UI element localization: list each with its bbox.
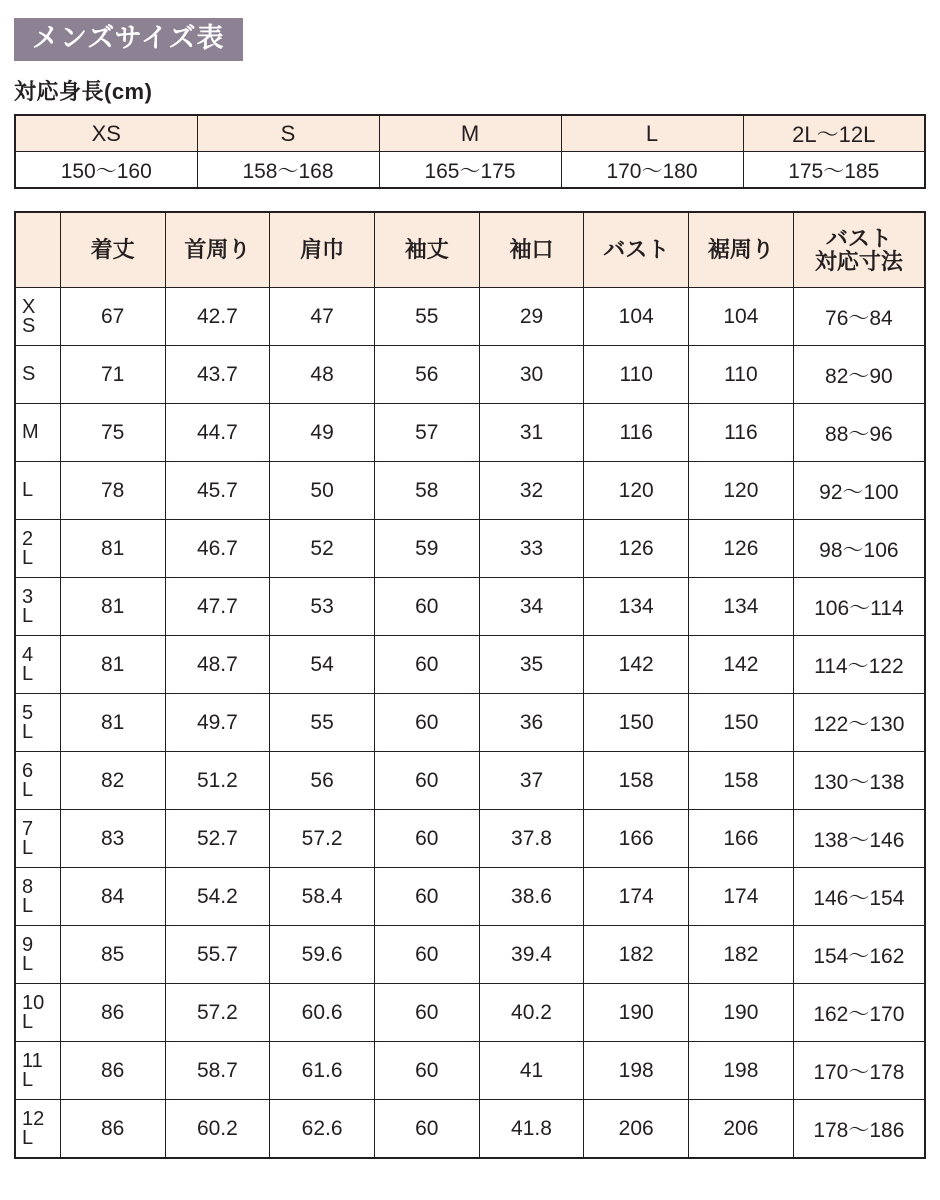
- table-cell: 178〜186: [793, 1100, 925, 1159]
- row-size-label: [15, 288, 60, 346]
- table-cell: 206: [689, 1100, 794, 1159]
- height-range-cell: 175〜185: [743, 152, 925, 189]
- table-cell: 37.8: [479, 810, 584, 868]
- table-cell: 58: [374, 462, 479, 520]
- table-row: [15, 346, 925, 404]
- table-cell: 81: [60, 694, 165, 752]
- row-size-label-top: M: [22, 421, 39, 443]
- table-cell: 154〜162: [793, 926, 925, 984]
- table-cell: 110: [584, 346, 689, 404]
- column-header-kubimawari: 首周り: [165, 212, 270, 288]
- table-cell: 50: [270, 462, 375, 520]
- row-size-label-top: 10: [22, 991, 45, 1014]
- table-cell: 60.2: [165, 1100, 270, 1159]
- table-row: [15, 810, 925, 868]
- table-cell: 114〜122: [793, 636, 925, 694]
- table-cell: 174: [689, 868, 794, 926]
- table-cell: 60: [374, 984, 479, 1042]
- table-cell: 60: [374, 868, 479, 926]
- table-cell: 57.2: [165, 984, 270, 1042]
- height-size-cell: M: [379, 115, 561, 152]
- table-row: [15, 462, 925, 520]
- row-size-label-bottom: L: [22, 1010, 34, 1033]
- table-cell: 48: [270, 346, 375, 404]
- table-cell: 130〜138: [793, 752, 925, 810]
- table-row: [15, 578, 925, 636]
- table-cell: 32: [479, 462, 584, 520]
- row-size-label-bottom: L: [22, 1068, 34, 1091]
- table-row: [15, 288, 925, 346]
- table-cell: 190: [689, 984, 794, 1042]
- table-cell: 158: [584, 752, 689, 810]
- measurement-table-body: [15, 288, 925, 1159]
- table-cell: 150: [584, 694, 689, 752]
- row-size-label: [15, 1042, 60, 1100]
- table-cell: 61.6: [270, 1042, 375, 1100]
- table-cell: 41.8: [479, 1100, 584, 1159]
- table-cell: 57.2: [270, 810, 375, 868]
- row-size-label-top: 6: [22, 759, 34, 782]
- row-size-label: [15, 752, 60, 810]
- height-size-cell: L: [561, 115, 743, 152]
- table-cell: 60: [374, 1100, 479, 1159]
- table-cell: 54.2: [165, 868, 270, 926]
- table-cell: 37: [479, 752, 584, 810]
- table-cell: 190: [584, 984, 689, 1042]
- table-cell: 55: [270, 694, 375, 752]
- table-cell: 60: [374, 694, 479, 752]
- table-cell: 60: [374, 1042, 479, 1100]
- row-size-label: [15, 578, 60, 636]
- table-cell: 60.6: [270, 984, 375, 1042]
- row-size-label: [15, 984, 60, 1042]
- table-cell: 86: [60, 1042, 165, 1100]
- table-cell: 138〜146: [793, 810, 925, 868]
- table-cell: 122〜130: [793, 694, 925, 752]
- column-header-bust-taio-line1: バスト: [825, 225, 892, 251]
- table-cell: 41: [479, 1042, 584, 1100]
- table-cell: 206: [584, 1100, 689, 1159]
- row-size-label-top: L: [22, 479, 34, 501]
- table-cell: 57: [374, 404, 479, 462]
- column-header-sodetake: 袖丈: [374, 212, 479, 288]
- table-cell: 126: [584, 520, 689, 578]
- table-cell: 60: [374, 810, 479, 868]
- column-header-susomawari: 裾周り: [689, 212, 794, 288]
- row-size-label: [15, 810, 60, 868]
- table-cell: 126: [689, 520, 794, 578]
- table-cell: 106〜114: [793, 578, 925, 636]
- height-range-cell: 150〜160: [15, 152, 197, 189]
- table-row: [15, 984, 925, 1042]
- table-cell: 76〜84: [793, 288, 925, 346]
- table-cell: 82〜90: [793, 346, 925, 404]
- row-size-label-bottom: L: [22, 836, 34, 859]
- table-cell: 82: [60, 752, 165, 810]
- height-table-value-row: [15, 152, 925, 189]
- table-cell: 58.7: [165, 1042, 270, 1100]
- row-size-label-top: S: [22, 363, 36, 385]
- table-row: [15, 752, 925, 810]
- row-size-label: [15, 404, 60, 462]
- table-cell: 81: [60, 578, 165, 636]
- column-header-bust-taio: [793, 212, 925, 288]
- height-table-header-row: [15, 115, 925, 152]
- height-table: [14, 114, 926, 189]
- row-size-label-top: 5: [22, 701, 34, 724]
- table-cell: 84: [60, 868, 165, 926]
- table-cell: 60: [374, 578, 479, 636]
- table-cell: 142: [689, 636, 794, 694]
- row-size-label: [15, 520, 60, 578]
- table-row: [15, 520, 925, 578]
- table-cell: 98〜106: [793, 520, 925, 578]
- table-cell: 198: [689, 1042, 794, 1100]
- column-header-kitake: 着丈: [60, 212, 165, 288]
- table-cell: 60: [374, 752, 479, 810]
- row-size-label-top: 8: [22, 875, 34, 898]
- row-size-label: [15, 636, 60, 694]
- height-section-label: 対応身長(cm): [14, 79, 153, 104]
- table-cell: 45.7: [165, 462, 270, 520]
- table-cell: 29: [479, 288, 584, 346]
- table-row: [15, 404, 925, 462]
- height-size-cell: S: [197, 115, 379, 152]
- table-cell: 78: [60, 462, 165, 520]
- table-cell: 55.7: [165, 926, 270, 984]
- table-cell: 146〜154: [793, 868, 925, 926]
- table-cell: 75: [60, 404, 165, 462]
- height-size-cell: 2L〜12L: [743, 115, 925, 152]
- table-cell: 39.4: [479, 926, 584, 984]
- table-cell: 51.2: [165, 752, 270, 810]
- row-size-label-bottom: L: [22, 720, 34, 743]
- table-cell: 53: [270, 578, 375, 636]
- column-header-bust: バスト: [584, 212, 689, 288]
- table-cell: 30: [479, 346, 584, 404]
- row-size-label-bottom: L: [22, 662, 34, 685]
- table-cell: 59.6: [270, 926, 375, 984]
- table-cell: 182: [689, 926, 794, 984]
- table-cell: 120: [689, 462, 794, 520]
- table-cell: 158: [689, 752, 794, 810]
- table-cell: 116: [584, 404, 689, 462]
- table-cell: 42.7: [165, 288, 270, 346]
- table-cell: 33: [479, 520, 584, 578]
- table-cell: 52: [270, 520, 375, 578]
- table-cell: 83: [60, 810, 165, 868]
- row-size-label: [15, 926, 60, 984]
- row-size-label: [15, 694, 60, 752]
- table-cell: 86: [60, 1100, 165, 1159]
- row-size-label: [15, 346, 60, 404]
- table-row: [15, 868, 925, 926]
- column-header-bust-taio-line2: 対応寸法: [814, 249, 903, 274]
- table-cell: 56: [270, 752, 375, 810]
- table-cell: 62.6: [270, 1100, 375, 1159]
- row-size-label-top: 7: [22, 817, 34, 840]
- row-size-label-top: 12: [22, 1107, 45, 1130]
- table-cell: 104: [584, 288, 689, 346]
- table-cell: 34: [479, 578, 584, 636]
- table-cell: 52.7: [165, 810, 270, 868]
- row-size-label-bottom: L: [22, 894, 34, 917]
- row-size-label: [15, 1100, 60, 1159]
- row-size-label-top: X: [22, 295, 36, 318]
- height-range-cell: 165〜175: [379, 152, 561, 189]
- table-cell: 71: [60, 346, 165, 404]
- row-size-label-bottom: S: [22, 314, 36, 337]
- measurement-header-row: [15, 212, 925, 288]
- row-size-label-top: 4: [22, 643, 34, 666]
- row-size-label-bottom: L: [22, 778, 34, 801]
- table-cell: 81: [60, 636, 165, 694]
- table-cell: 182: [584, 926, 689, 984]
- table-cell: 55: [374, 288, 479, 346]
- table-cell: 166: [584, 810, 689, 868]
- table-cell: 134: [689, 578, 794, 636]
- table-cell: 35: [479, 636, 584, 694]
- column-header-sodeguchi: 袖口: [479, 212, 584, 288]
- table-cell: 44.7: [165, 404, 270, 462]
- row-size-label-bottom: L: [22, 604, 34, 627]
- row-size-label-top: 3: [22, 585, 34, 608]
- table-cell: 116: [689, 404, 794, 462]
- row-size-label-top: 9: [22, 933, 34, 956]
- row-size-label-bottom: L: [22, 952, 34, 975]
- table-corner-cell: [15, 212, 60, 288]
- table-row: [15, 694, 925, 752]
- table-cell: 46.7: [165, 520, 270, 578]
- table-cell: 56: [374, 346, 479, 404]
- table-cell: 60: [374, 926, 479, 984]
- table-cell: 104: [689, 288, 794, 346]
- height-range-cell: 158〜168: [197, 152, 379, 189]
- row-size-label: [15, 462, 60, 520]
- table-cell: 49: [270, 404, 375, 462]
- height-range-cell: 170〜180: [561, 152, 743, 189]
- table-cell: 43.7: [165, 346, 270, 404]
- table-cell: 54: [270, 636, 375, 694]
- table-cell: 85: [60, 926, 165, 984]
- table-cell: 166: [689, 810, 794, 868]
- table-cell: 134: [584, 578, 689, 636]
- table-cell: 150: [689, 694, 794, 752]
- table-cell: 120: [584, 462, 689, 520]
- table-cell: 49.7: [165, 694, 270, 752]
- table-cell: 48.7: [165, 636, 270, 694]
- table-cell: 36: [479, 694, 584, 752]
- row-size-label-top: 2: [22, 527, 34, 550]
- table-cell: 60: [374, 636, 479, 694]
- table-cell: 198: [584, 1042, 689, 1100]
- table-cell: 170〜178: [793, 1042, 925, 1100]
- table-cell: 92〜100: [793, 462, 925, 520]
- column-header-katahaba: 肩巾: [270, 212, 375, 288]
- table-row: [15, 636, 925, 694]
- table-cell: 31: [479, 404, 584, 462]
- table-cell: 59: [374, 520, 479, 578]
- height-size-cell: XS: [15, 115, 197, 152]
- table-cell: 38.6: [479, 868, 584, 926]
- table-cell: 174: [584, 868, 689, 926]
- table-cell: 47.7: [165, 578, 270, 636]
- table-cell: 162〜170: [793, 984, 925, 1042]
- table-cell: 142: [584, 636, 689, 694]
- row-size-label-bottom: L: [22, 1126, 34, 1149]
- table-row: [15, 1042, 925, 1100]
- table-row: [15, 926, 925, 984]
- table-cell: 40.2: [479, 984, 584, 1042]
- row-size-label-top: 11: [22, 1049, 43, 1072]
- table-cell: 81: [60, 520, 165, 578]
- row-size-label: [15, 868, 60, 926]
- page-title: メンズサイズ表: [14, 18, 243, 61]
- table-row: [15, 1100, 925, 1159]
- table-cell: 67: [60, 288, 165, 346]
- table-cell: 110: [689, 346, 794, 404]
- row-size-label-bottom: L: [22, 546, 34, 569]
- measurement-table: [14, 211, 926, 1159]
- table-cell: 47: [270, 288, 375, 346]
- table-cell: 86: [60, 984, 165, 1042]
- table-cell: 88〜96: [793, 404, 925, 462]
- table-cell: 58.4: [270, 868, 375, 926]
